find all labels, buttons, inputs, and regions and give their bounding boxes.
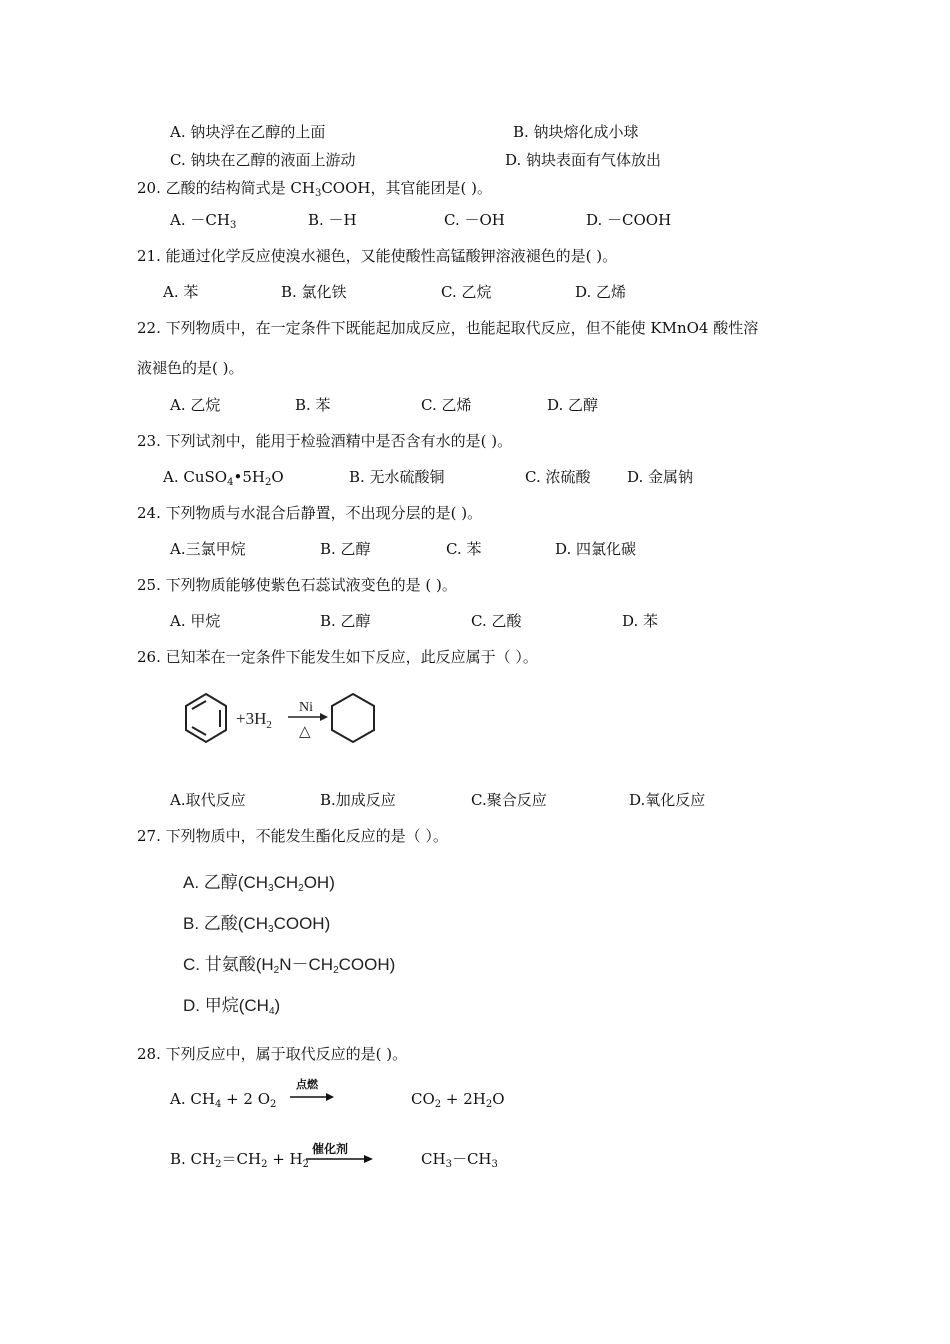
q22-option-c: C. 乙烯 bbox=[421, 396, 472, 414]
q27-option-d: D. 甲烷$(CH_4)$ bbox=[183, 996, 281, 1017]
q23-option-d: D. 金属钠 bbox=[627, 468, 694, 486]
q23-option-c: C. 浓硫酸 bbox=[525, 468, 591, 486]
q23-option-b: B. 无水硫酸铜 bbox=[349, 468, 445, 486]
q26-plus-h2: $+3H_2$ bbox=[236, 709, 272, 731]
q24-stem: 24. 下列物质与水混合后静置，不出现分层的是( )。 bbox=[137, 504, 483, 522]
q26-option-b: B.加成反应 bbox=[320, 791, 396, 809]
cyclohexane-ring-icon bbox=[332, 694, 374, 742]
q19-option-c: C. 钠块在乙醇的液面上游动 bbox=[170, 151, 356, 169]
q27-option-b: B. 乙酸$(CH_3COOH)$ bbox=[183, 914, 331, 935]
q26-reaction-equation bbox=[180, 690, 390, 752]
q26-stem: 26. 已知苯在一定条件下能发生如下反应，此反应属于（ ）。 bbox=[137, 648, 538, 666]
arrow-icon bbox=[306, 1154, 376, 1164]
q26-catalyst: Ni bbox=[299, 700, 313, 715]
q22-option-b: B. 苯 bbox=[295, 396, 331, 414]
q23-option-a: A. $CuSO_4•5H_2O$ bbox=[163, 468, 284, 488]
q22-option-d: D. 乙醇 bbox=[547, 396, 599, 414]
q19-option-a: A. 钠块浮在乙醇的上面 bbox=[170, 123, 326, 141]
q28-option-a-reactants: A. $CH_4 + 2$ $O_2$ bbox=[170, 1090, 277, 1110]
q22-stem-line2: 液褪色的是( )。 bbox=[137, 359, 244, 377]
q28-option-b-products: $CH_3-CH_3$ bbox=[421, 1150, 498, 1170]
q25-stem: 25. 下列物质能够使紫色石蕊试液变色的是 ( )。 bbox=[137, 576, 457, 594]
q28-b-condition: 催化剂 bbox=[312, 1142, 349, 1156]
q28-option-a-arrow bbox=[290, 1078, 336, 1104]
q20-option-d: D. －COOH bbox=[586, 211, 672, 229]
q28-stem: 28. 下列反应中，属于取代反应的是( )。 bbox=[137, 1045, 408, 1063]
q20-option-b: B. －H bbox=[308, 211, 357, 229]
q28-a-condition: 点燃 bbox=[296, 1078, 318, 1091]
q23-stem: 23. 下列试剂中，能用于检验酒精中是否含有水的是( )。 bbox=[137, 432, 513, 450]
q20-stem: 20. 乙酸的结构简式是 $CH_3COOH$，其官能团是( )。 bbox=[137, 179, 492, 199]
q24-option-a: A.三氯甲烷 bbox=[170, 540, 246, 558]
q24-option-b: B. 乙醇 bbox=[320, 540, 371, 558]
q24-option-d: D. 四氯化碳 bbox=[555, 540, 637, 558]
q22-stem-line1: 22. 下列物质中，在一定条件下既能起加成反应，也能起取代反应，但不能使 KMnO4 酸性溶 bbox=[137, 319, 759, 337]
q24-option-c: C. 苯 bbox=[446, 540, 482, 558]
q21-option-c: C. 乙烷 bbox=[441, 283, 492, 301]
q25-option-b: B. 乙醇 bbox=[320, 612, 371, 630]
q28-option-a-products: $CO_2 + 2H_2O$ bbox=[411, 1090, 505, 1110]
q22-option-a: A. 乙烷 bbox=[170, 396, 221, 414]
q19-option-b: B. 钠块熔化成小球 bbox=[513, 123, 639, 141]
q26-option-c: C.聚合反应 bbox=[471, 791, 547, 809]
q26-heat-symbol: △ bbox=[299, 724, 311, 740]
q26-option-a: A.取代反应 bbox=[170, 791, 246, 809]
q19-option-d: D. 钠块表面有气体放出 bbox=[505, 151, 662, 169]
q20-option-c: C. －OH bbox=[444, 211, 505, 229]
q26-option-d: D.氧化反应 bbox=[629, 791, 706, 809]
q28-option-b-reactants: B. $CH_2=CH_2 + H_2$ bbox=[170, 1150, 309, 1170]
q25-option-d: D. 苯 bbox=[622, 612, 659, 630]
benzene-ring-icon bbox=[186, 694, 226, 742]
q25-option-a: A. 甲烷 bbox=[170, 612, 221, 630]
q21-stem: 21. 能通过化学反应使溴水褪色，又能使酸性高锰酸钾溶液褪色的是( )。 bbox=[137, 247, 618, 265]
q25-option-c: C. 乙酸 bbox=[471, 612, 522, 630]
q21-option-a: A. 苯 bbox=[163, 283, 199, 301]
q21-option-b: B. 氯化铁 bbox=[281, 283, 347, 301]
q28-option-b-arrow bbox=[306, 1140, 376, 1166]
q27-stem: 27. 下列物质中，不能发生酯化反应的是（ ）。 bbox=[137, 827, 448, 845]
q27-option-a: A. 乙醇$(CH_3CH_2OH)$ bbox=[183, 873, 335, 894]
arrow-icon bbox=[290, 1092, 336, 1102]
q21-option-d: D. 乙烯 bbox=[575, 283, 627, 301]
q20-option-a: A. $-CH_3$ bbox=[170, 211, 237, 231]
q27-option-c: C. 甘氨酸$(H_2N-CH_2COOH)$ bbox=[183, 955, 396, 976]
